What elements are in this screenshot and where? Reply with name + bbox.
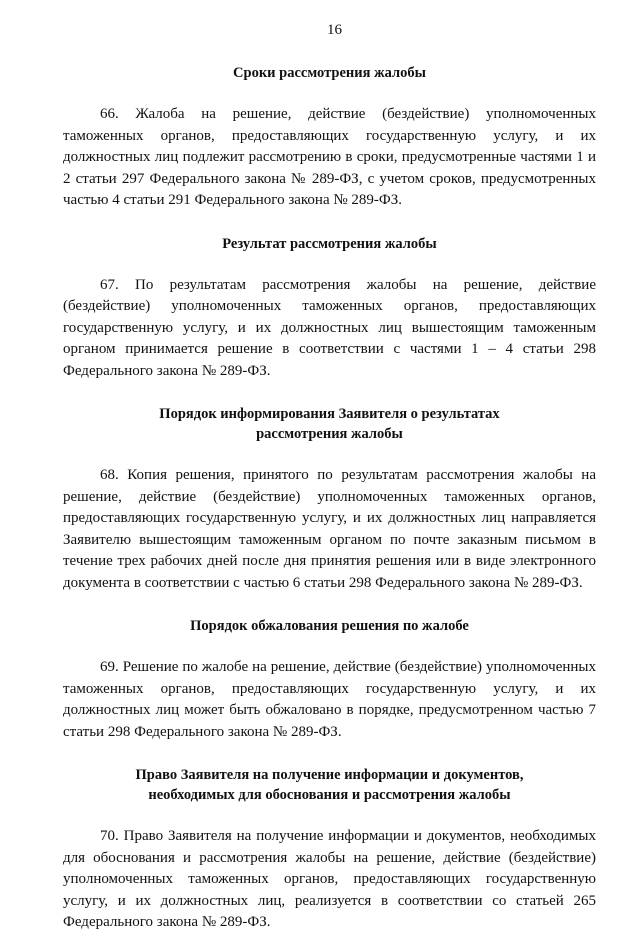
heading-line: Порядок информирования Заявителя о результатах <box>159 406 500 422</box>
paragraph-68: 68. Копия решения, принятого по результатам рассмотрения жалобы на решение, действие (бездействие) уполномоченных таможенных органов, предоставляющих государственную услугу, и их должностных лиц направляется Заявителю вышестоящим таможенным органом по почте заказным письмом в течение трех рабочих дней после дня принятия решения или в виде электронного документа в соответствии с частью 6 статьи 298 Федерального закона № 289-ФЗ. <box>63 467 596 591</box>
section-heading <box>63 765 596 805</box>
paragraph-67: 67. По результатам рассмотрения жалобы на решение, действие (бездействие) уполномоченных таможенных органов, предоставляющих государственную услугу, и их должностных лиц вышестоящим таможенным органом принимается решение в соответствии с частями 1 – 4 статьи 298 Федерального закона № 289-ФЗ. <box>63 276 596 379</box>
heading-line: Право Заявителя на получение информации и документов, <box>135 767 524 783</box>
section-review-result <box>63 234 596 405</box>
section-review-terms <box>63 63 596 234</box>
heading-line: Порядок обжалования решения по жалобе <box>190 618 469 634</box>
paragraph-66: 66. Жалоба на решение, действие (бездействие) уполномоченных таможенных органов, предоставляющих государственную услугу, и их должностных лиц подлежит рассмотрению в сроки, предусмотренные частями 1 и 2 статьи 297 Федерального закона № 289-ФЗ, с учетом сроков, предусмотренных частью 4 статьи 291 Федерального закона № 289-ФЗ. <box>63 106 596 208</box>
heading-line: рассмотрения жалобы <box>256 426 403 442</box>
heading-line: Сроки рассмотрения жалобы <box>233 65 426 81</box>
paragraph-70: 70. Право Заявителя на получение информации и документов, необходимых для обоснования и рассмотрения жалобы на решение, действие (бездействие) уполномоченных таможенных органов, предоставляющих государственную услугу, и их должностных лиц, реализуется в соответствии со статьей 265 Федерального закона № 289-ФЗ. <box>63 828 596 930</box>
section-heading <box>63 234 596 254</box>
section-heading <box>63 404 596 444</box>
page-number: 16 <box>327 22 342 38</box>
heading-line: Результат рассмотрения жалобы <box>222 235 437 252</box>
section-heading <box>63 616 596 636</box>
section-appeal-procedure <box>63 616 596 765</box>
heading-line: необходимых для обоснования и рассмотрения жалобы <box>148 787 511 803</box>
section-right-to-information <box>63 765 596 934</box>
section-informing-procedure <box>63 404 596 616</box>
section-heading <box>63 63 596 83</box>
paragraph-69: 69. Решение по жалобе на решение, действие (бездействие) уполномоченных таможенных органов, предоставляющих государственную услугу, и их должностных лиц может быть обжаловано в порядке, предусмотренном частью 7 статьи 298 Федерального закона № 289-ФЗ. <box>63 659 596 740</box>
